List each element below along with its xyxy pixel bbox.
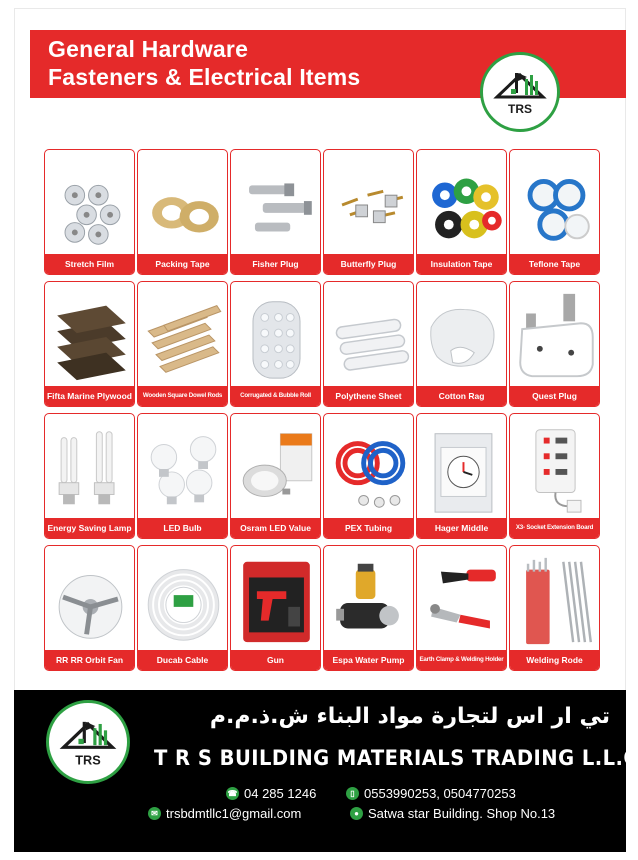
email-text: trsbdmtllc1@gmail.com [166,806,302,821]
phone-mobile-text: 0553990253, 0504770253 [364,786,516,801]
product-label: Earth Clamp & Welding Holder [417,650,506,670]
timer-switch-icon [421,420,504,518]
energy-saving-lamp-icon [49,420,132,518]
tool-case-icon [235,552,318,650]
company-name-arabic: تي ار اس لتجارة مواد البناء ش.ذ.م.م [209,704,610,729]
product-card [137,281,228,407]
bubble-roll-icon [235,288,318,386]
butterfly-plug-icon [328,156,411,254]
plywood-icon [49,288,132,386]
welding-rods-icon [514,552,597,650]
product-card [323,281,414,407]
product-label: Butterfly Plug [324,254,413,274]
packing-tape-icon [142,156,225,254]
pex-tubing-icon [328,420,411,518]
product-label: Ducab Cable [138,650,227,670]
product-label: Teflone Tape [510,254,599,274]
product-card [44,149,135,275]
product-card [230,149,321,275]
product-label: Energy Saving Lamp [45,518,134,538]
product-label: Polythene Sheet [324,386,413,406]
product-label: PEX Tubing [324,518,413,538]
product-card [44,545,135,671]
led-bulb-icon [142,420,225,518]
product-label: RR RR Orbit Fan [45,650,134,670]
product-label: Gun [231,650,320,670]
footer [14,690,638,852]
product-card [323,413,414,539]
svg-text:TRS: TRS [75,752,101,768]
title-line-1: General Hardware [48,36,249,62]
product-label: Fisher Plug [231,254,320,274]
dowel-rods-icon [142,288,225,386]
product-label: Hager Middle [417,518,506,538]
product-label: Wooden Square Dowel Rods [138,386,227,406]
email [148,806,301,821]
product-label: Insulation Tape [417,254,506,274]
earth-clamp-icon [421,552,504,650]
product-card [137,149,228,275]
product-label: LED Bulb [138,518,227,538]
cotton-rag-icon [421,288,504,386]
address [350,806,555,821]
product-card [509,545,600,671]
company-name: T R S BUILDING MATERIALS TRADING L.L.C [154,746,638,770]
phone-mobile [346,786,516,801]
product-label: Welding Rode [510,650,599,670]
trs-logo-top [480,52,560,132]
product-card [44,281,135,407]
product-card [230,413,321,539]
product-card [509,281,600,407]
uk-plug-icon [514,288,597,386]
insulation-tape-icon [421,156,504,254]
product-card [509,149,600,275]
product-label: X3- Socket Extension Board [510,518,599,538]
mobile-icon: ▯ [346,787,359,800]
trs-logo-icon [487,59,553,125]
phone-landline-text: 04 285 1246 [244,786,317,801]
cable-coil-icon [142,552,225,650]
trs-logo-footer [46,700,130,784]
product-card [137,413,228,539]
product-label: Quest Plug [510,386,599,406]
product-label: Corrugated & Bubble Roll [231,386,320,406]
phone-icon: ☎ [227,789,238,798]
trs-logo-icon [53,707,123,777]
product-card [137,545,228,671]
phone-landline [226,786,316,801]
stretch-film-icon [49,156,132,254]
led-spotlight-icon [235,420,318,518]
product-card [509,413,600,539]
svg-text:TRS: TRS [508,102,532,116]
product-card [323,545,414,671]
product-label: Espa Water Pump [324,650,413,670]
product-label: Cotton Rag [417,386,506,406]
mail-icon: ✉ [148,807,161,820]
title-line-2: Fasteners & Electrical Items [48,64,361,90]
address-text: Satwa star Building. Shop No.13 [368,806,556,821]
product-label: Packing Tape [138,254,227,274]
product-card [416,413,507,539]
product-label: Osram LED Value [231,518,320,538]
product-label: Stretch Film [45,254,134,274]
product-label: Fifta Marine Plywood [45,386,134,406]
product-card [416,149,507,275]
extension-board-icon [514,420,597,518]
teflon-tape-icon [514,156,597,254]
water-pump-icon [328,552,411,650]
polythene-sheet-icon [328,288,411,386]
location-pin-icon: ● [350,807,363,820]
fisher-plug-icon [235,156,318,254]
product-card [416,281,507,407]
product-card [230,281,321,407]
product-card [230,545,321,671]
orbit-fan-icon [49,552,132,650]
product-card [44,413,135,539]
product-card [416,545,507,671]
product-card [323,149,414,275]
